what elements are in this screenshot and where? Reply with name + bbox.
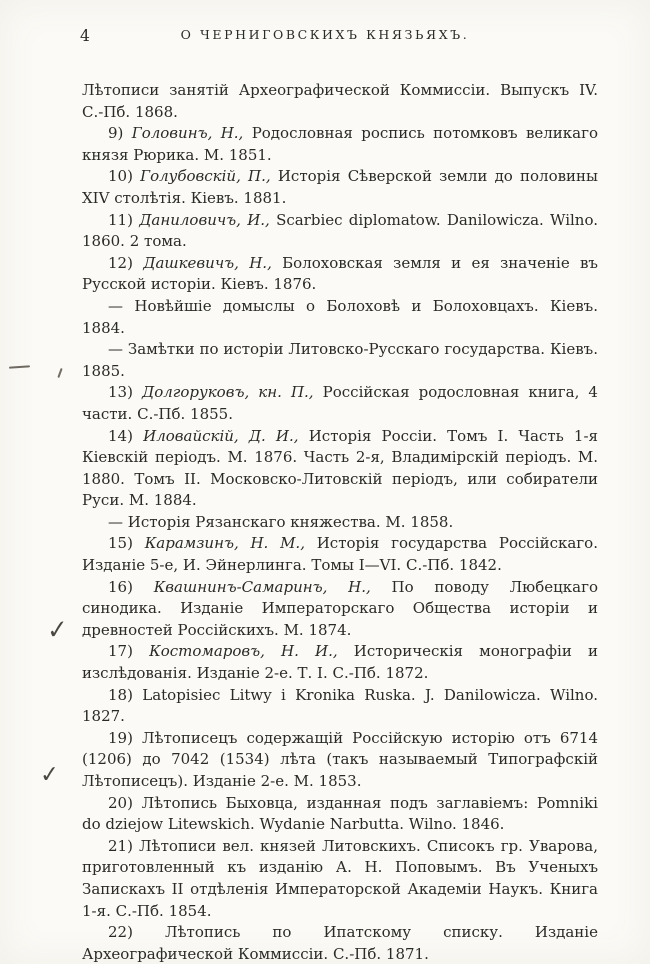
bibliography-entry bbox=[82, 210, 598, 253]
entry-text: Новѣйшіе домыслы о Болоховѣ и Болоховцахъ. Кіевъ. 1884. bbox=[82, 296, 598, 337]
entry-text: Исторія Сѣверской земли до половины XIV столѣтія. Кіевъ. 1881. bbox=[82, 167, 598, 207]
bibliography-entry bbox=[82, 512, 598, 534]
check-mark-icon: ✓ bbox=[46, 613, 69, 646]
entry-text: Лѣтописи вел. князей Литовскихъ. Списокъ гр. Уварова, приготовленный къ изданію А. Н. Поповымъ. Въ Ученыхъ Запискахъ II отдѣленія Императорской Академіи Наукъ. Книга 1-я. С.-Пб. 1854. bbox=[82, 836, 598, 920]
entry-number: 20) bbox=[108, 793, 133, 812]
entry-text: Россійская родословная книга, 4 части. С.-Пб. 1855. bbox=[82, 383, 598, 423]
bibliography-entry bbox=[82, 922, 598, 964]
entry-text: Лѣтописецъ содержащій Россійскую исторію отъ 6714 (1206) до 7042 (1534) лѣта (такъ называемый Типографскій Лѣтописецъ). Изданіе 2-е. М. 1853. bbox=[82, 728, 598, 790]
entry-text: Лѣтопись Быховца, изданная подъ заглавіемъ: Pomniki do dziejow Litewskich. Wydanie Narbutta. Wilno. 1846. bbox=[82, 793, 598, 834]
bibliography-entry bbox=[82, 296, 598, 339]
entry-number: — bbox=[108, 340, 123, 359]
entry-number: 15) bbox=[108, 534, 133, 553]
entry-number: — bbox=[108, 512, 123, 531]
bibliography-entry bbox=[82, 793, 598, 836]
bibliography-entry bbox=[82, 836, 598, 922]
entry-number: 9) bbox=[108, 124, 124, 143]
pencil-stroke-mark bbox=[57, 368, 62, 378]
bibliography-entry bbox=[82, 253, 598, 296]
entry-author: Квашнинъ-Самаринъ, Н., bbox=[153, 577, 371, 596]
entry-number: 19) bbox=[108, 728, 133, 747]
bibliography-entry bbox=[82, 80, 598, 123]
entry-text: Болоховская земля и ея значеніе въ Русской исторіи. Кіевъ. 1876. bbox=[82, 253, 598, 294]
bibliography-entry bbox=[82, 577, 598, 642]
pencil-dash-mark bbox=[9, 365, 30, 368]
entry-text: Замѣтки по исторіи Литовско-Русскаго государства. Кіевъ. 1885. bbox=[82, 340, 598, 380]
entry-author: Даниловичъ, И., bbox=[139, 210, 270, 229]
bibliography-entry bbox=[82, 641, 598, 684]
bibliography-entry bbox=[82, 426, 598, 512]
bibliography-entry bbox=[82, 382, 598, 425]
entry-author: Головинъ, Н., bbox=[131, 124, 244, 143]
bibliography-entry bbox=[82, 339, 598, 382]
running-title: О ЧЕРНИГОВСКИХЪ КНЯЗЬЯХЪ. bbox=[180, 27, 470, 42]
entry-author: Иловайскій, Д. И., bbox=[143, 426, 299, 445]
entry-number: 21) bbox=[108, 836, 133, 855]
entry-number: 12) bbox=[108, 253, 133, 272]
page-header bbox=[0, 27, 650, 47]
entry-text: Исторія государства Россійскаго. Изданіе 5-е, И. Эйнерлинга. Томы I—VI. С.-Пб. 1842. bbox=[82, 534, 598, 575]
entry-number: 10) bbox=[108, 167, 133, 186]
bibliography-entry bbox=[82, 533, 598, 576]
entry-text: Лѣтописи занятій Археографической Коммиссіи. Выпускъ IV. С.-Пб. 1868. bbox=[82, 81, 598, 121]
bibliography-entry bbox=[82, 685, 598, 728]
entry-number: 18) bbox=[108, 685, 133, 704]
bibliography-entry bbox=[82, 123, 598, 166]
entry-author: Карамзинъ, Н. М., bbox=[144, 534, 305, 553]
entry-author: Костомаровъ, Н. И., bbox=[149, 642, 338, 661]
bibliography-list bbox=[82, 80, 598, 964]
entry-text: Latopisiec Litwy i Kronika Ruska. J. Danilowicza. Wilno. 1827. bbox=[82, 685, 598, 726]
entry-number: 22) bbox=[108, 923, 133, 942]
entry-author: Долгоруковъ, кн. П., bbox=[142, 383, 314, 402]
entry-number: 13) bbox=[108, 383, 133, 402]
bibliography-entry bbox=[82, 728, 598, 793]
entry-number: 17) bbox=[108, 642, 133, 661]
check-mark-icon: ✓ bbox=[39, 761, 61, 789]
entry-text: Историческія монографіи и изслѣдованія. Изданіе 2-е. Т. I. С.-Пб. 1872. bbox=[82, 642, 598, 683]
entry-number: 14) bbox=[108, 426, 133, 445]
bibliography-entry bbox=[82, 166, 598, 209]
entry-author: Голубовскій, П., bbox=[140, 167, 271, 186]
entry-text: Scarbiec diplomatow. Danilowicza. Wilno. 1860. 2 тома. bbox=[82, 210, 598, 251]
entry-text: Исторія Рязанскаго княжества. М. 1858. bbox=[127, 512, 454, 531]
entry-number: 16) bbox=[108, 577, 133, 596]
entry-text: Родословная роспись потомковъ великаго князя Рюрика. М. 1851. bbox=[82, 124, 599, 164]
entry-author: Дашкевичъ, Н., bbox=[143, 253, 272, 272]
entry-text: Исторія Россіи. Томъ I. Часть 1-я Кіевскій періодъ. М. 1876. Часть 2-я, Владимірскій періодъ. М. 1880. Томъ II. Московско-Литовскій періодъ, или собиратели Руси. М. 1884. bbox=[82, 426, 599, 510]
entry-text: Лѣтопись по Ипатскому списку. Изданіе Археографической Коммиссіи. С.-Пб. 1871. bbox=[82, 923, 598, 963]
entry-number: — bbox=[108, 296, 123, 315]
page-number: 4 bbox=[80, 27, 90, 45]
entry-text: По поводу Любецкаго синодика. Изданіе Императорскаго Общества исторіи и древностей Россійскихъ. М. 1874. bbox=[82, 577, 598, 639]
entry-number: 11) bbox=[108, 210, 133, 229]
